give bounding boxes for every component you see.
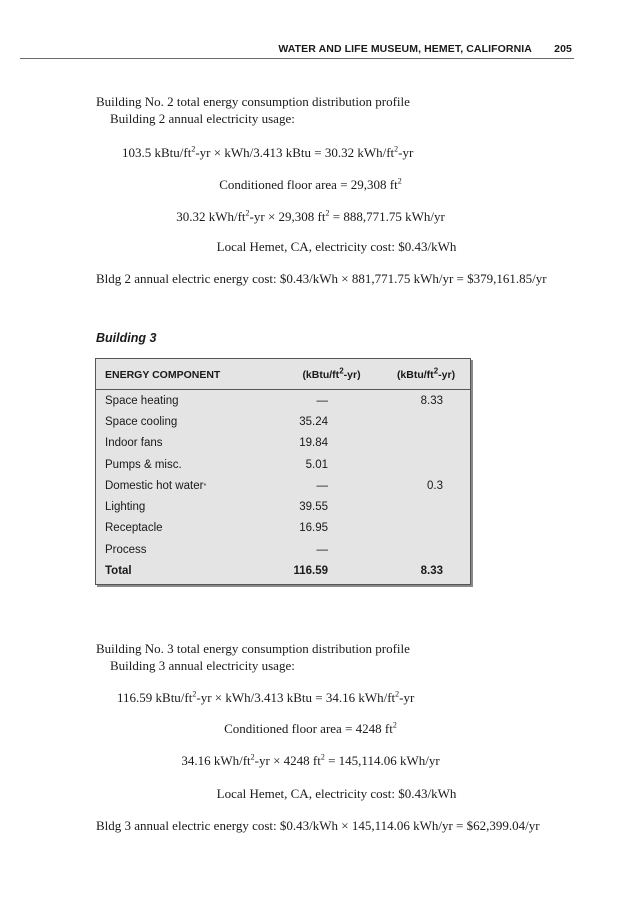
- row-value-1: 116.59: [293, 565, 328, 577]
- row-value-1: 16.95: [299, 522, 328, 534]
- bldg2-subheading: Building 2 annual electricity usage:: [110, 111, 295, 126]
- table-row: [96, 459, 470, 475]
- table-row: [96, 395, 470, 411]
- bldg3-eq-energy-conversion: 116.59 kBtu/$ft^2-yr \times kWh/3.413$ kBtu = 34.16 kWh/$ft^2-yr$: [117, 689, 415, 705]
- bldg3-eq-annual-kwh: 34.16 kWh/$ft^2-yr \times 4248$ $ft^2 = 145,114.06$ kWh/yr: [181, 752, 440, 768]
- row-label: Pumps & misc.: [105, 459, 182, 471]
- table-row: [96, 544, 470, 560]
- bldg3-subheading: Building 3 annual electricity usage:: [110, 658, 295, 673]
- row-label: Domestic hot water*: [105, 480, 207, 492]
- row-value-2: 0.3: [427, 480, 443, 492]
- col-header-units-1: $(kBtu/ft^2-yr)$: [302, 366, 361, 381]
- row-label: Total: [105, 565, 132, 577]
- table-header: [96, 359, 470, 390]
- row-value-1: —: [316, 395, 328, 407]
- page-number: 205: [554, 43, 572, 55]
- table-row: [96, 501, 470, 517]
- row-value-1: 5.01: [305, 459, 328, 471]
- table-row: [96, 416, 470, 432]
- table-row: [96, 437, 470, 453]
- bldg2-heading: Building No. 2 total energy consumption distribution profile: [96, 94, 410, 109]
- row-value-2: 8.33: [420, 395, 443, 407]
- bldg2-eq-floor-area: Conditioned floor area = 29,308 $ft^2$: [219, 176, 402, 192]
- bldg2-eq-energy-conversion: 103.5 kBtu/$ft^2-yr \times kWh/3.413$ kBtu = 30.32 kWh/$ft^2-yr$: [122, 144, 414, 160]
- col-header-units-2: $(kBtu/ft^2-yr)$: [396, 366, 456, 381]
- row-label: Indoor fans: [105, 437, 163, 449]
- row-label: Receptacle: [105, 522, 163, 534]
- row-value-1: 39.55: [299, 501, 328, 513]
- row-label: Space cooling: [105, 416, 178, 428]
- table-row: [96, 522, 470, 538]
- section-title-building-3: Building 3: [96, 331, 157, 345]
- energy-component-table: [95, 358, 471, 585]
- row-label: Lighting: [105, 501, 146, 513]
- row-value-2: 8.33: [420, 565, 443, 577]
- bldg2-annual-cost: Bldg 2 annual electric energy cost: $0.43/kWh × 881,771.75 kWh/yr = $379,161.85/yr: [96, 271, 547, 286]
- bldg2-local-cost: Local Hemet, CA, electricity cost: $0.43/kWh: [216, 239, 457, 254]
- row-value-1: —: [316, 544, 328, 556]
- row-value-1: 19.84: [299, 437, 328, 449]
- bldg3-eq-floor-area: Conditioned floor area = 4248 $ft^2$: [224, 720, 397, 736]
- row-value-1: —: [316, 480, 328, 492]
- table-row-total: [96, 565, 470, 581]
- bldg3-heading: Building No. 3 total energy consumption distribution profile: [96, 641, 410, 656]
- row-label: Process: [105, 544, 147, 556]
- asterisk-footnote-mark: *: [203, 483, 207, 490]
- row-value-1: 35.24: [299, 416, 328, 428]
- running-header: [20, 40, 574, 59]
- table-row: [96, 480, 470, 496]
- row-label: Space heating: [105, 395, 179, 407]
- bldg3-local-cost: Local Hemet, CA, electricity cost: $0.43/kWh: [216, 786, 457, 801]
- bldg3-annual-cost: Bldg 3 annual electric energy cost: $0.43/kWh × 145,114.06 kWh/yr = $62,399.04/yr: [96, 818, 540, 833]
- header-title: WATER AND LIFE MUSEUM, HEMET, CALIFORNIA: [278, 43, 532, 55]
- bldg2-eq-annual-kwh: 30.32 kWh/$ft^2-yr \times 29,308$ $ft^2 = 888,771.75$ kWh/yr: [176, 208, 445, 224]
- col-header-component: ENERGY COMPONENT: [105, 369, 221, 381]
